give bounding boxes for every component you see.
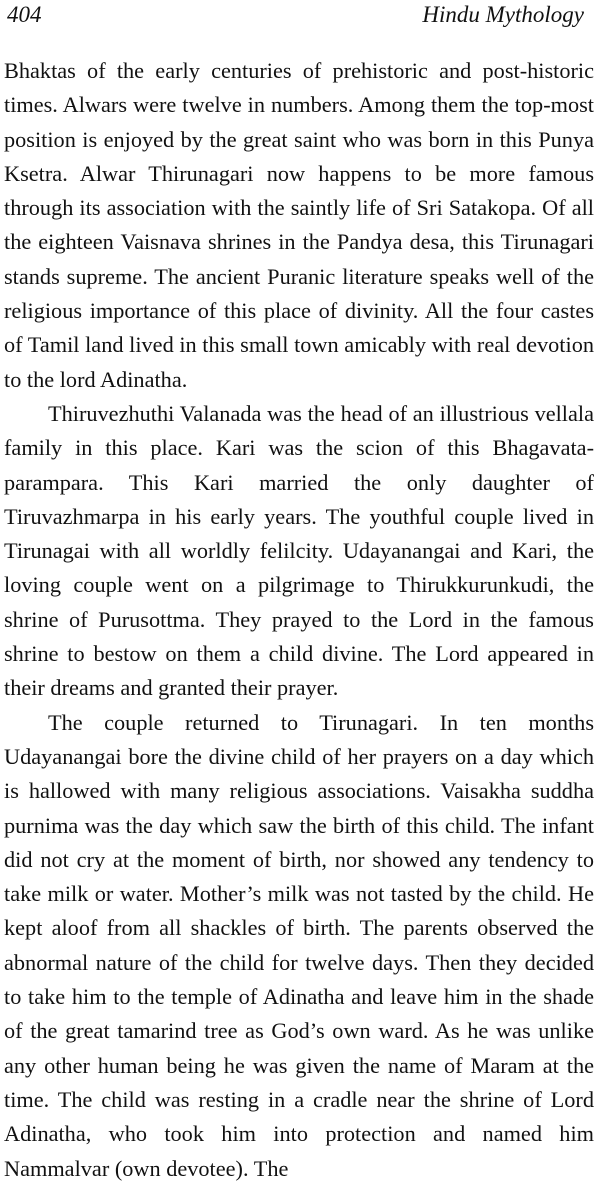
paragraph-alwars: Bhaktas of the early centuries of prehistoric and post-historic times. Alwars were twelve in numbers. Among them the top-most position is enjoyed by the great saint who was born in this Punya Ksetra. Alwar Thirunagari now happens to be more famous through its association with the saintly life of Sri Satakopa. Of all the eighteen Vaisnava shrines in the Pandya desa, this Tirunagari stands supreme. The ancient Puranic literature speaks well of the religious importance of this place of divinity. All the four castes of Tamil land lived in this small town amicably with real devotion to the lord Adinatha. <box>4 58 594 392</box>
paragraph-birth-of-child: The couple returned to Tirunagari. In ten months Udayanangai bore the divine child of her prayers on a day which is hallowed with many religious associations. Vaisakha suddha purnima was the day which saw the birth of this child. The infant did not cry at the moment of birth, nor showed any tendency to take milk or water. Mother’s milk was not tasted by the child. He kept aloof from all shackles of birth. The parents observed the abnormal nature of the child for twelve days. Then they decided to take him to the temple of Adinatha and leave him in the shade of the great tamarind tree as God’s own ward. As he was unlike any other human being he was given the name of Maram at the time. The child was resting in a cradle near the shrine of Lord Adinatha, who took him into protection and named him Nammalvar (own devotee). The <box>4 709 594 1181</box>
paragraph-kari-family: Thiruvezhuthi Valanada was the head of an illustrious vellala family in this place. Kari was the scion of this Bhagavata-parampara. This Kari married the only daughter of Tiruvazhmarpa in his early years. The youthful couple lived in Tirunagai with all worldly felilcity. Udayanangai and Kari, the loving couple went on a pilgrimage to Thirukkurunkudi, the shrine of Purusottma. They prayed to the Lord in the famous shrine to bestow on them a child divine. The Lord appeared in their dreams and granted their prayer. <box>4 400 594 701</box>
page-number: 404 <box>7 2 42 27</box>
book-title: Hindu Mythology <box>422 2 584 27</box>
body-text <box>4 54 596 1186</box>
running-head <box>4 0 596 40</box>
